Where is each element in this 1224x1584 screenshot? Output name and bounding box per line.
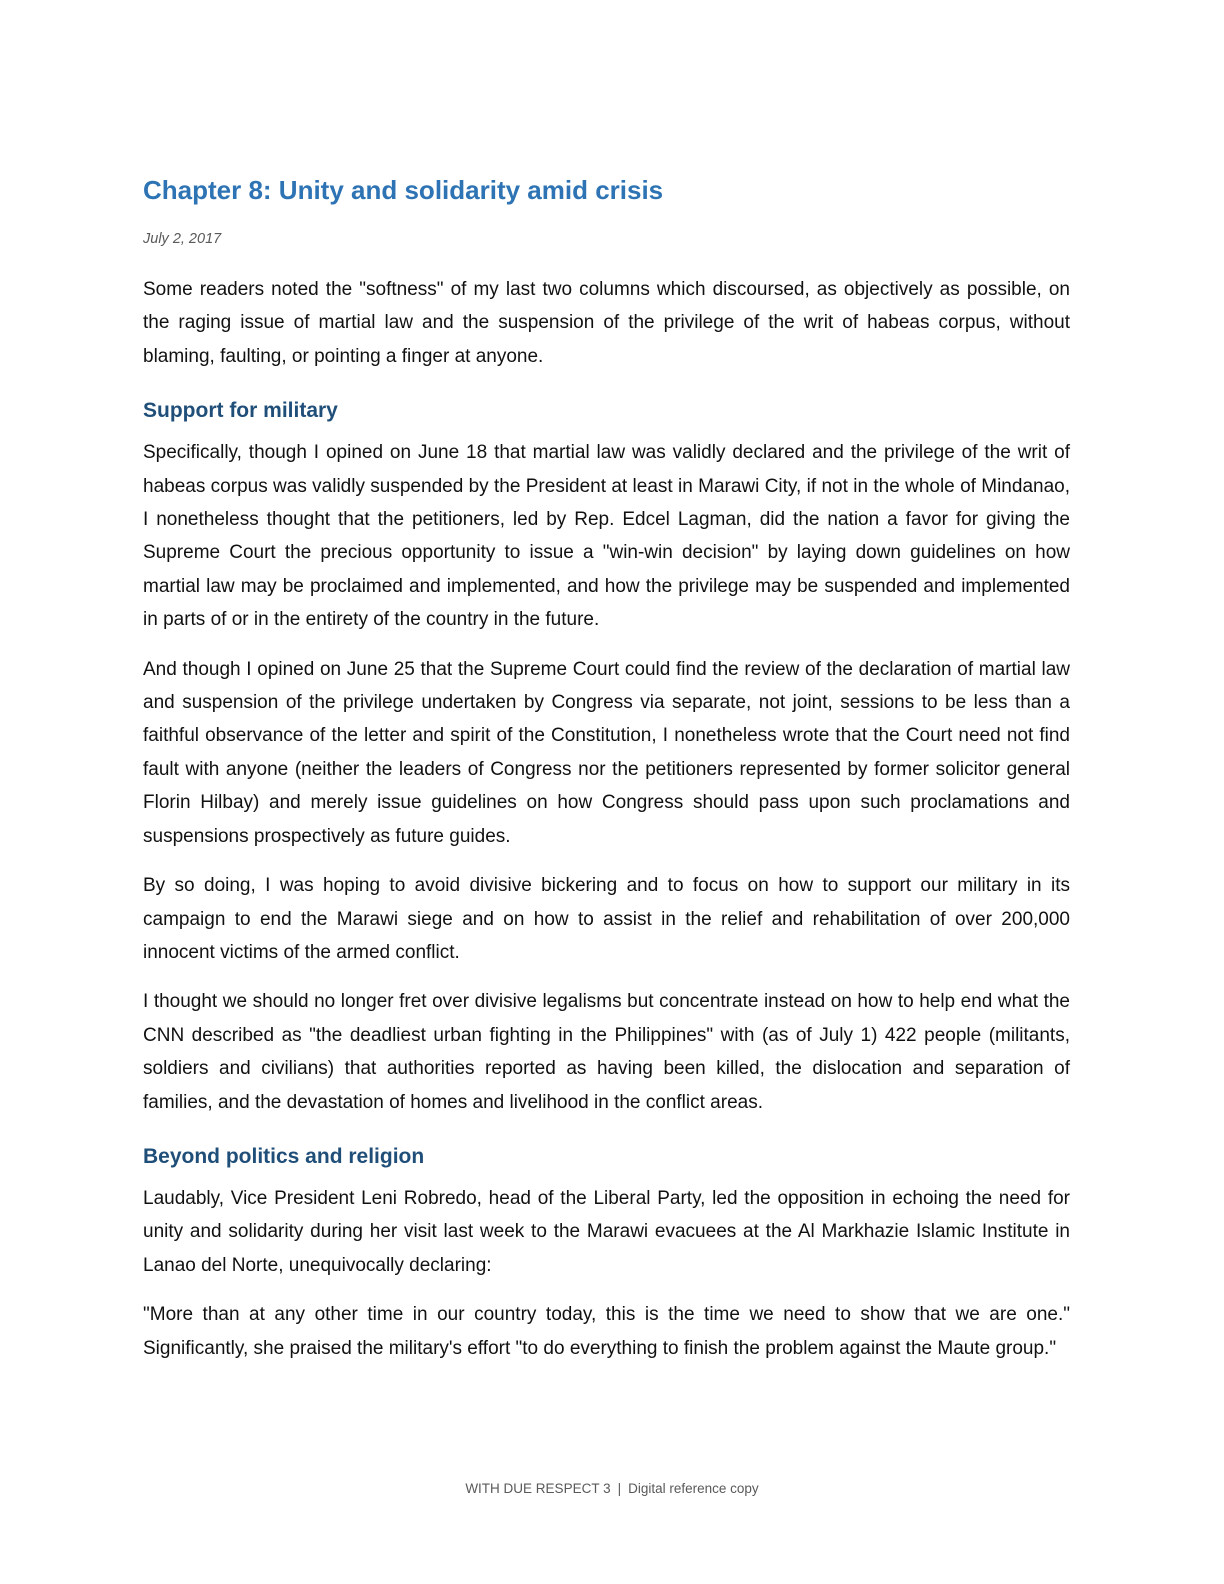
body-paragraph: By so doing, I was hoping to avoid divisive bickering and to focus on how to support our military in its campaign to end the Marawi siege and on how to assist in the relief and rehabilitation of over 200,000 innocent victims of the armed conflict. xyxy=(143,875,1070,963)
body-paragraph: Laudably, Vice President Leni Robredo, head of the Liberal Party, led the opposition in echoing the need for unity and solidarity during her visit last week to the Marawi evacuees at the Al Markhazie Islamic Institute in Lanao del Norte, unequivocally declaring: xyxy=(143,1187,1070,1276)
body-paragraph: I thought we should no longer fret over divisive legalisms but concentrate instead on how to help end what the CNN described as "the deadliest urban fighting in the Philippines" with (as of July 1) 422 people (militants, soldiers and civilians) that authorities reported as having been killed, the dislocation and separation of families, and the devastation of homes and livelihood in the conflict areas. xyxy=(143,991,1070,1113)
footer-separator: | xyxy=(617,1481,622,1496)
intro-paragraph: Some readers noted the "softness" of my last two columns which discoursed, as objectively as possible, on the raging issue of martial law and the suspension of the privilege of the writ of habeas corpus, without blaming, faulting, or pointing a finger at anyone. xyxy=(143,279,1070,367)
body-paragraph: And though I opined on June 25 that the Supreme Court could find the review of the declaration of martial law and suspension of the privilege undertaken by Congress via separate, not joint, sessions to be less than a faithful observance of the letter and spirit of the Constitution, I nonetheless wrote that the Court need not find fault with anyone (neither the leaders of Congress nor the petitioners represented by former solicitor general Florin Hilbay) and merely issue guidelines on how Congress should pass upon such proclamations and suspensions prospectively as future guides. xyxy=(143,658,1070,847)
chapter-date: July 2, 2017 xyxy=(143,231,222,247)
body-paragraph: Specifically, though I opined on June 18 that martial law was validly declared and the privilege of the writ of habeas corpus was validly suspended by the President at least in Marawi City, if not in the whole of Mindanao, I nonetheless thought that the petitioners, led by Rep. Edcel Lagman, did the nation a favor for giving the Supreme Court the precious opportunity to issue a "win-win decision" by laying down guidelines on how martial law may be proclaimed and implemented, and how the privilege may be suspended and implemented in parts of or in the entirety of the country in the future. xyxy=(143,442,1070,631)
footer-book-title: WITH DUE RESPECT 3 xyxy=(465,1481,611,1496)
page-footer xyxy=(0,1479,1224,1499)
section-heading-beyond-politics-and-religion: Beyond politics and religion xyxy=(143,1144,425,1168)
chapter-title: Chapter 8: Unity and solidarity amid crisis xyxy=(143,175,664,205)
footer-copy-note: Digital reference copy xyxy=(628,1481,759,1496)
section-heading-support-for-military: Support for military xyxy=(143,399,338,423)
page-content xyxy=(143,168,1070,1365)
body-paragraph: "More than at any other time in our country today, this is the time we need to show that we are one." Significantly, she praised the military's effort "to do everything to finish the problem against the Maute group." xyxy=(143,1304,1070,1359)
